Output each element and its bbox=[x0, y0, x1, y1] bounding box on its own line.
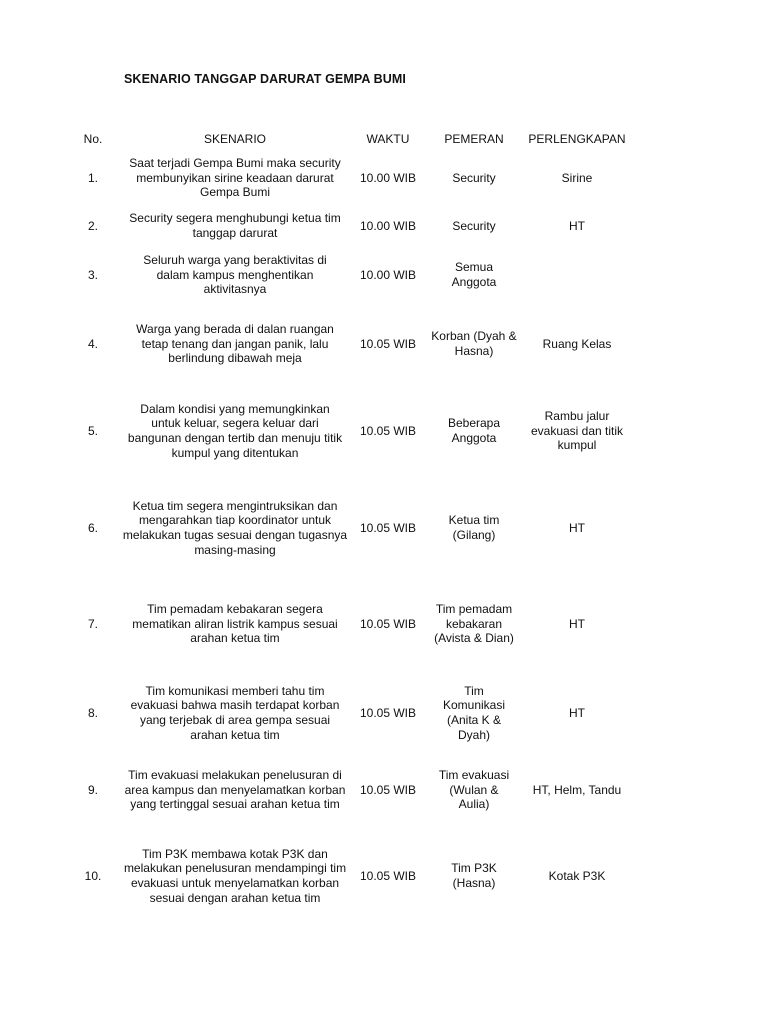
page-title: SKENARIO TANGGAP DARURAT GEMPA BUMI bbox=[124, 72, 406, 86]
header-skenario: SKENARIO bbox=[203, 131, 266, 146]
row-perlengkapan: HT bbox=[569, 616, 585, 631]
row-perlengkapan: Rambu jalur evakuasi dan titik kumpul bbox=[530, 409, 624, 453]
row-perlengkapan: HT bbox=[569, 218, 585, 233]
row-skenario: Warga yang berada di dalan ruangan tetap tenang dan jangan panik, lalu berlindung dibawah meja bbox=[136, 322, 334, 366]
row-no: 1. bbox=[87, 170, 98, 185]
table-header bbox=[0, 131, 768, 147]
row-pemeran: Tim pemadam kebakaran (Avista & Dian) bbox=[434, 602, 514, 646]
row-waktu: 10.05 WIB bbox=[359, 423, 417, 438]
row-no: 4. bbox=[87, 336, 98, 351]
table-row bbox=[0, 600, 768, 648]
row-waktu: 10.00 WIB bbox=[359, 267, 417, 282]
row-perlengkapan: HT, Helm, Tandu bbox=[532, 782, 622, 797]
row-waktu: 10.05 WIB bbox=[359, 705, 417, 720]
table-row bbox=[0, 400, 768, 462]
table-row bbox=[0, 497, 768, 559]
row-skenario: Security segera menghubungi ketua tim tanggap darurat bbox=[129, 211, 341, 240]
row-skenario: Tim P3K membawa kotak P3K dan melakukan penelusuran mendampingi tim evakuasi untuk menyelamatkan korban sesuai dengan arahan ketua tim bbox=[123, 846, 347, 905]
header-waktu: WAKTU bbox=[366, 131, 410, 146]
row-pemeran: Tim P3K (Hasna) bbox=[451, 861, 497, 890]
row-waktu: 10.05 WIB bbox=[359, 336, 417, 351]
row-no: 8. bbox=[87, 705, 98, 720]
row-pemeran: Tim evakuasi (Wulan & Aulia) bbox=[438, 768, 510, 812]
table-row bbox=[0, 682, 768, 744]
row-pemeran: Tim Komunikasi (Anita K & Dyah) bbox=[442, 683, 506, 742]
row-skenario: Ketua tim segera mengintruksikan dan mengarahkan tiap koordinator untuk melakukan tugas sesuai dengan tugasnya masing-masing bbox=[122, 498, 348, 557]
table-row bbox=[0, 251, 768, 299]
row-pemeran: Ketua tim (Gilang) bbox=[448, 513, 500, 542]
row-no: 3. bbox=[87, 267, 98, 282]
row-perlengkapan: Sirine bbox=[561, 170, 593, 185]
row-skenario: Tim evakuasi melakukan penelusuran di area kampus dan menyelamatkan korban yang tertinggal sesuai arahan ketua tim bbox=[124, 768, 346, 812]
row-skenario: Saat terjadi Gempa Bumi maka security membunyikan sirine keadaan darurat Gempa Bumi bbox=[129, 156, 341, 200]
row-pemeran: Security bbox=[452, 218, 496, 233]
row-skenario: Tim komunikasi memberi tahu tim evakuasi bahwa masih terdapat korban yang terjebak di area gempa sesuai arahan ketua tim bbox=[130, 683, 340, 742]
row-pemeran: Security bbox=[452, 170, 496, 185]
row-skenario: Seluruh warga yang beraktivitas di dalam kampus menghentikan aktivitasnya bbox=[143, 253, 327, 297]
row-no: 10. bbox=[84, 868, 102, 883]
row-waktu: 10.05 WIB bbox=[359, 616, 417, 631]
header-no: No. bbox=[83, 131, 103, 146]
row-waktu: 10.05 WIB bbox=[359, 520, 417, 535]
row-skenario: Tim pemadam kebakaran segera mematikan aliran listrik kampus sesuai arahan ketua tim bbox=[132, 602, 338, 646]
row-pemeran: Korban (Dyah & Hasna) bbox=[431, 329, 517, 358]
row-no: 2. bbox=[87, 218, 98, 233]
row-no: 5. bbox=[87, 423, 98, 438]
row-pemeran: Beberapa Anggota bbox=[447, 416, 501, 445]
row-perlengkapan bbox=[516, 251, 638, 299]
row-pemeran: Semua Anggota bbox=[451, 260, 497, 289]
row-no: 6. bbox=[87, 520, 98, 535]
table-row bbox=[0, 154, 768, 202]
row-skenario: Dalam kondisi yang memungkinkan untuk keluar, segera keluar dari bangunan dengan tertib dan menuju titik kumpul yang ditentukan bbox=[127, 401, 343, 460]
row-waktu: 10.05 WIB bbox=[359, 868, 417, 883]
row-perlengkapan: HT bbox=[569, 705, 585, 720]
row-waktu: 10.00 WIB bbox=[359, 170, 417, 185]
row-no: 9. bbox=[87, 782, 98, 797]
row-waktu: 10.05 WIB bbox=[359, 782, 417, 797]
table-row bbox=[0, 209, 768, 243]
row-waktu: 10.00 WIB bbox=[359, 218, 417, 233]
table-row bbox=[0, 320, 768, 368]
header-perlengkapan: PERLENGKAPAN bbox=[528, 131, 626, 146]
row-perlengkapan: Kotak P3K bbox=[548, 868, 606, 883]
table-row bbox=[0, 759, 768, 821]
header-pemeran: PEMERAN bbox=[444, 131, 504, 146]
row-perlengkapan: HT bbox=[569, 520, 585, 535]
table-row bbox=[0, 838, 768, 914]
row-perlengkapan: Ruang Kelas bbox=[542, 336, 612, 351]
row-no: 7. bbox=[87, 616, 98, 631]
